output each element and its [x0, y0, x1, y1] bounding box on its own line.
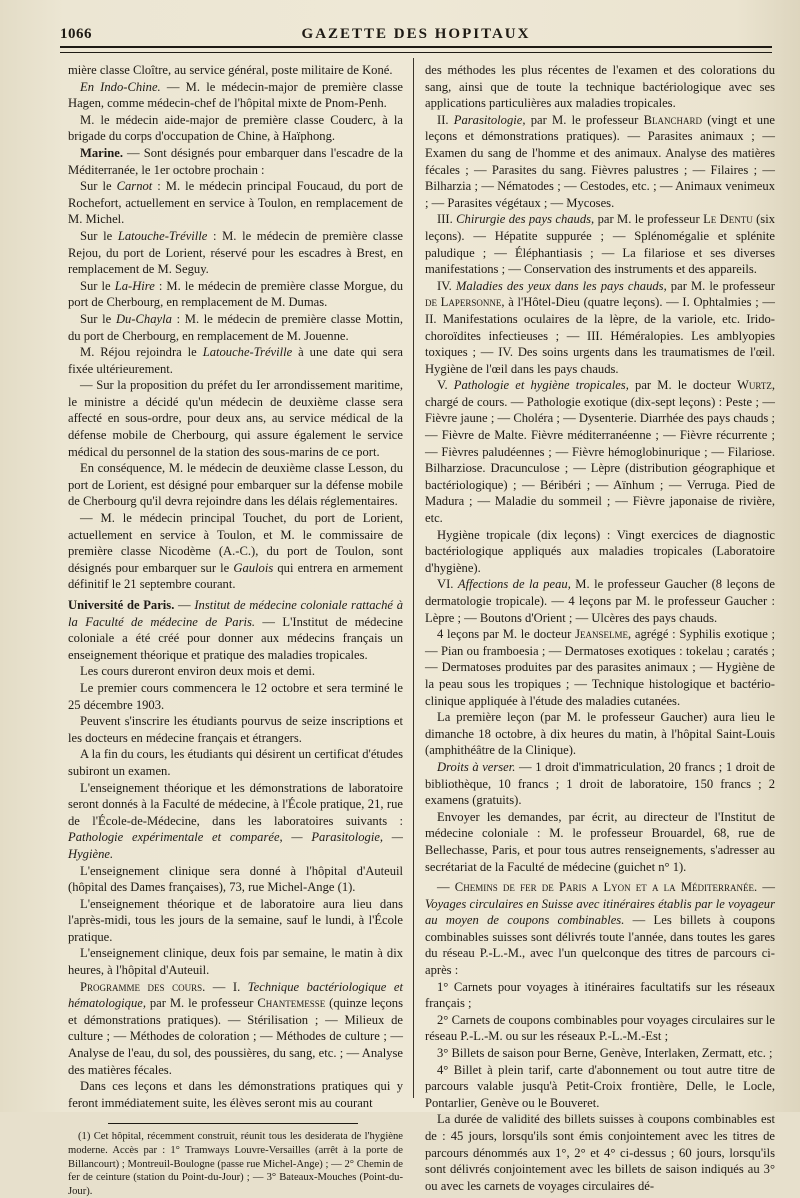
- paragraph: L'enseignement théorique et de laboratoire aura lieu dans l'après-midi, tous les jours de la semaine, sauf le lundi, à l'École pratique.: [68, 896, 403, 944]
- paragraph: Peuvent s'inscrire les étudiants pourvus de seize inscriptions et les docteurs en médecine français et étrangers.: [68, 714, 403, 745]
- paragraph: Les cours dureront environ deux mois et demi.: [80, 664, 316, 679]
- page-header: [60, 22, 772, 44]
- paragraph: M. le médecin aide-major de première classe Couderc, à la brigade du corps d'occupation de Chine, à Haïphong.: [68, 112, 403, 144]
- footnote: (1) Cet hôpital, récemment construit, réunit tous les desiderata de l'hygiène moderne. Accès par : 1° Tramways Louvre-Versailles (arrêt à la porte de Billancourt) ; Montreuil-Boulogne (passe rue Michel-Ange) ; — 2° Chemin de fer de ceinture (station du Point-du-Jour) ; — 3° Bateaux-Mouches (Point-du-Jour).: [68, 1131, 403, 1197]
- page-number: 1066: [60, 26, 92, 42]
- paragraph: Le premier cours commencera le 12 octobre et sera terminé le 25 décembre 1903.: [68, 680, 403, 712]
- paragraph: Hygiène tropicale (dix leçons) : Vingt exercices de diagnostic bactériologique appliqués aux maladies tropicales (Laboratoire d'hygiène).: [425, 527, 775, 575]
- paragraph: Envoyer les demandes, par écrit, au directeur de l'Institut de médecine coloniale : M. le professeur Brouardel, 68, rue de Bellechasse, Paris, et pour tous autres renseignements, s'adresser au secrétariat de la Faculté de médecine (guichet n° 1).: [425, 809, 775, 874]
- paragraph: M. Réjou rejoindra le Latouche-Tréville à une date qui sera fixée ultérieurement.: [68, 345, 403, 376]
- section-heading: — Chemins de fer de Paris a Lyon et a la Méditerranée.: [437, 880, 758, 895]
- section-heading: Université de Paris.: [68, 598, 175, 612]
- paragraph: des méthodes les plus récentes de l'examen et des colorations du sang, ainsi que de toute la technique bactériologique avec ses applications particulières aux maladies tropicales.: [425, 63, 775, 111]
- paragraph: mière classe Cloître, au service général, poste militaire de Koné.: [68, 63, 393, 77]
- footnote-rule: [108, 1123, 358, 1124]
- paragraph: En conséquence, M. le médecin de deuxième classe Lesson, du port de Lorient, est désigné pour embarquer sur la défense mobile de Cherbourg qu'il devra rejoindre dans les délais réglementaires.: [68, 461, 403, 509]
- paragraph: Sur le Latouche-Tréville : M. le médecin de première classe Rejou, du port de Lorient, réservé pour les escadres à Brest, en remplacement de M. Seguy.: [68, 228, 403, 277]
- paragraph: Sur le Du-Chayla : M. le médecin de première classe Mottin, du port de Cherbourg, en remplacement de M. Jouenne.: [68, 311, 404, 343]
- paragraph: II. Parasitologie, par M. le professeur Blanchard (vingt et une leçons et démonstrations pratiques). — Parasites animaux ; — Examen du sang de l'homme et des animaux. Analyse des matières fécales ; — Parasites du sang. Fièvres palustres ; — Filaires ; — Bilharzia ; — Nématodes ; — Cestodes, etc. ; — Animaux venimeux ; — Parasites végétaux ; — Mycoses.: [425, 112, 775, 210]
- paragraph: Dans ces leçons et dans les démonstrations pratiques qui y feront immédiatement suite, les élèves seront mis au courant: [68, 1079, 403, 1110]
- paragraph: L'enseignement clinique sera donné à l'hôpital d'Auteuil (hôpital des Dames françaises), 73, rue Michel-Ange (1).: [68, 863, 403, 895]
- paragraph: En Indo-Chine. — M. le médecin-major de première classe Hagen, comme médecin-chef de l'hôpital mixte de Pnom-Penh.: [68, 79, 404, 111]
- right-column: [425, 62, 775, 1194]
- paragraph: Sur le La-Hire : M. le médecin de première classe Morgue, du port de Cherbourg, en remplacement de M. Dumas.: [68, 278, 403, 310]
- paragraph: La durée de validité des billets suisses à coupons combinables est de : 45 jours, lorsqu'ils sont émis conjointement avec les titres de parcours dénommés aux 1°, 2° et 4° ci-dessus ; 60 jours, lorsqu'ils sont délivrés conjointement avec les billets de saison indiqués au 3° ou avec les carnets de voyages circulaires dé-: [425, 1112, 775, 1193]
- paragraph: — M. le médecin principal Touchet, du port de Lorient, actuellement en service à Toulon, et M. le commissaire de première classe Nicodème (A.-C.), du port de Toulon, sont désignés pour embarquer sur le Gaulois qui entrera en armement définitif le 21 septembre courant.: [68, 511, 403, 592]
- section-heading: Marine.: [80, 145, 124, 160]
- paragraph: La première leçon (par M. le professeur Gaucher) aura lieu le dimanche 18 octobre, à dix heures du matin, à l'hôpital Saint-Louis (amphithéâtre de la Clinique).: [425, 710, 775, 758]
- paragraph: VI. Affections de la peau, M. le professeur Gaucher (8 leçons de dermatologie tropicale). — 4 leçons par M. le professeur Gaucher : Lèpre ; — Boutons d'Orient ; — Ulcères des pays chauds.: [425, 577, 775, 625]
- paragraph: 4 leçons par M. le docteur Jeanselme, agrégé : Syphilis exotique ; — Pian ou framboesia ; — Dermatoses exotiques : tokelau ; caratés ; — Dermatoses produites par des parasites animaux ; — Hygiène de la peau sous les tropiques ; — Technique histologique et bactério-clinique appliquée à l'étude des maladies cutanées.: [425, 627, 776, 708]
- paragraph: Marine. — Sont désignés pour embarquer dans l'escadre de la Méditerranée, le 1er octobre prochain :: [68, 145, 403, 177]
- paragraph: Université de Paris. — Institut de médecine coloniale rattaché à la Faculté de médecine de Paris. — L'Institut de médecine coloniale a été créé pour donner aux médecins français un enseignement théorique et pratique des maladies tropicales.: [68, 598, 404, 662]
- paragraph: V. Pathologie et hygiène tropicales, par M. le docteur Wurtz, chargé de cours. — Pathologie exotique (dix-sept leçons) : Peste ; — Fièvre jaune ; — Choléra ; — Dysenterie. Diarrhée des pays chauds ; — Fièvre de Malte. Fièvre méditerranéenne ; — Fièvre récurrente ; — Fièvres paludéennes ; — Fièvre hémoglobinurique ; — Filariose. Bilharziose. Dracunculose ; — Lèpre (distribution géographique et bactériologique) ; — Béribéri ; — Aïnhum ; — Verruga. Pied de Madura ; — Maladie du sommeil ; — Fièvre japonaise de rivière, etc.: [425, 378, 775, 526]
- paragraph: — Sur la proposition du préfet du Ier arrondissement maritime, le ministre a décidé qu'un médecin de deuxième classe sera affecté en sous-ordre, pour deux ans, au service médical de la défense mobile de Cherbourg, qui assure également le service médical du personnel de la station des sous-marins de ce port.: [68, 378, 403, 459]
- paragraph: Sur le Carnot : M. le médecin principal Foucaud, du port de Rochefort, actuellement en service à Toulon, en remplacement de M. Michel.: [68, 179, 403, 227]
- journal-title: GAZETTE DES HOPITAUX: [301, 26, 531, 42]
- paragraph: L'enseignement clinique, deux fois par semaine, le matin à dix heures, à l'hôpital d'Auteuil.: [68, 946, 403, 978]
- paragraph: 3° Billets de saison pour Berne, Genève, Interlaken, Zermatt, etc. ;: [437, 1046, 773, 1061]
- paragraph: IV. Maladies des yeux dans les pays chauds, par M. le professeur de Lapersonne, à l'Hôtel-Dieu (quatre leçons). — I. Ophtalmies ; — II. Manifestations oculaires de la lèpre, de la variole, etc. Irido-choroïdites infectieuses ; — III. Héméralopies. Les amblyopies toxiques ; — IV. Des soins urgents dans les traumatismes de l'œil. Hygiène de l'œil dans les pays chauds.: [425, 278, 775, 376]
- paragraph: 4° Billet à plein tarif, carte d'abonnement ou tout autre titre de parcours valable jusqu'à Petit-Croix frontière, Delle, le Locle, Pontarlier, Genève ou le Bouveret.: [425, 1062, 775, 1110]
- header-rule: [60, 46, 772, 53]
- paragraph: Programme des cours. — I. Technique bactériologique et hématologique, par M. le professeur Chantemesse (quinze leçons et démonstrations pratiques). — Stérilisation ; — Milieux de culture ; — Méthodes de coloration ; — Méthodes de culture ; — Analyse de l'eau, du sol, des poussières, du sang, etc. ; — Analyse des matières fécales.: [68, 979, 403, 1077]
- paragraph: Droits à verser. — 1 droit d'immatriculation, 20 francs ; 1 droit de bibliothèque, 10 francs ; 1 droit de laboratoire, 150 francs ; 2 examens (gratuits).: [425, 759, 776, 808]
- paragraph: L'enseignement théorique et les démonstrations de laboratoire seront donnés à la Faculté de médecine, à l'École pratique, 21, rue de l'École-de-Médecine, dans les laboratoires suivants : Pathologie expérimentale et comparée, — Parasitologie, — Hygiène.: [68, 780, 403, 861]
- paragraph: — Chemins de fer de Paris a Lyon et a la Méditerranée. — Voyages circulaires en Suisse avec itinéraires établis par le voyageur au moyen de coupons combinables. — Les billets à coupons combinables suisses sont délivrés toute l'année, dans toutes les gares du réseau P.-L.-M., avec l'un quelconque des titres de parcours ci-après :: [425, 880, 775, 978]
- paragraph: III. Chirurgie des pays chauds, par M. le professeur Le Dentu (six leçons). — Hépatite suppurée ; — Splénomégalie et splénite paludique ; — Éléphantiasis ; — La filariose et ses diverses manifestations ; — Conservation des instruments et des appareils.: [425, 212, 776, 277]
- paragraph: 1° Carnets pour voyages à itinéraires facultatifs sur les réseaux français ;: [425, 979, 775, 1011]
- column-divider: [413, 58, 414, 1098]
- paragraph: A la fin du cours, les étudiants qui désirent un certificat d'études subiront un examen.: [68, 747, 403, 778]
- paragraph: 2° Carnets de coupons combinables pour voyages circulaires sur le réseau P.-L.-M. ou sur les réseaux P.-L.-M.-Est ;: [425, 1012, 775, 1044]
- left-column: [68, 62, 403, 1198]
